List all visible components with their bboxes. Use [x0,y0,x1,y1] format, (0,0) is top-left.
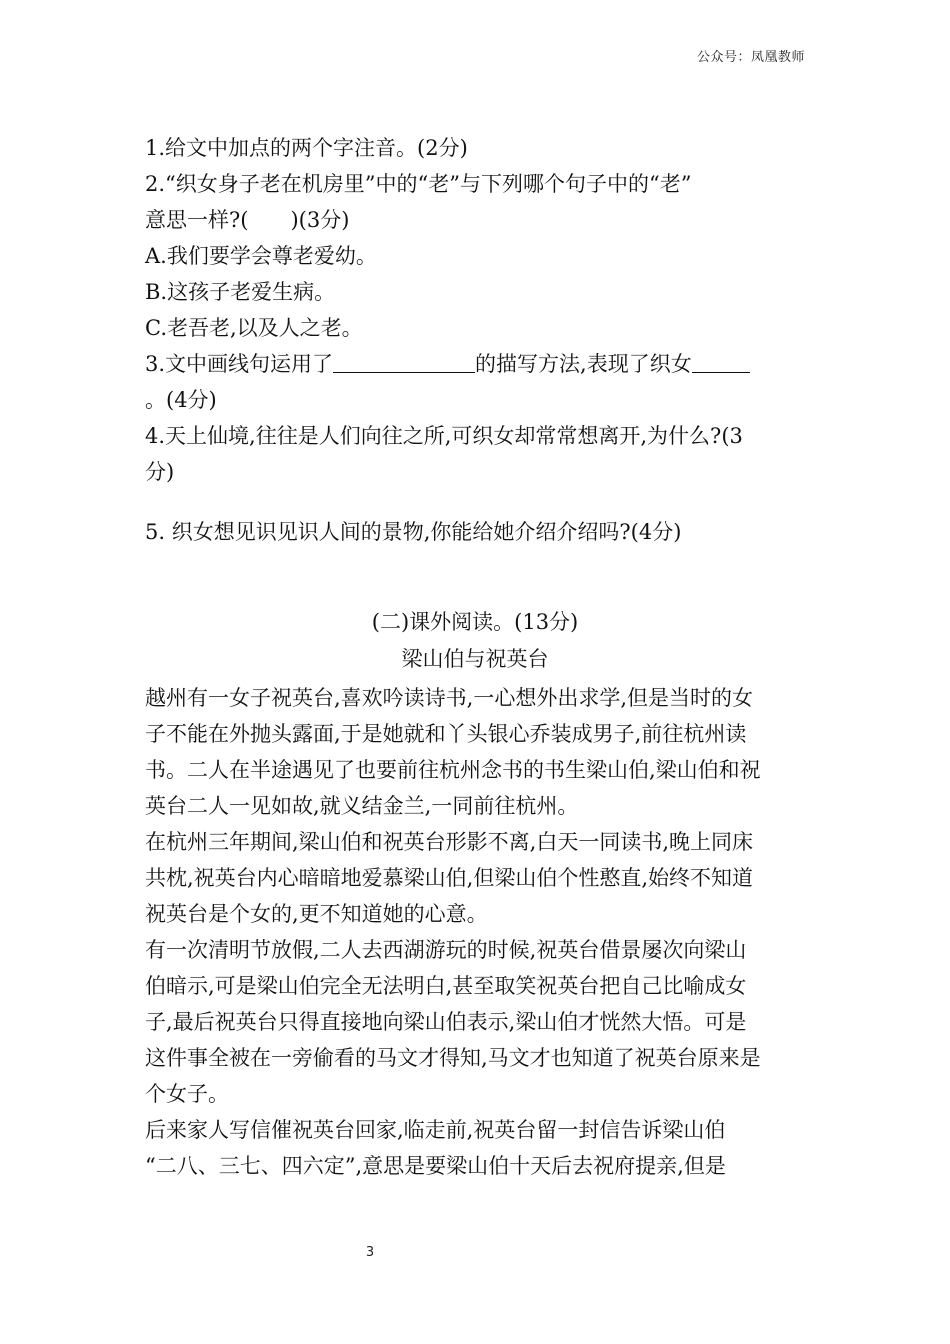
story-paragraph-4 [145,1112,805,1184]
question-2-line-1: 2.“织女身子老在机房里”中的“老”与下列哪个句子中的“老” [145,172,692,196]
text-line: 这件事全被在一旁偷看的马文才得知,马文才也知道了祝英台原来是 [145,1046,761,1070]
question-3 [145,346,805,382]
answer-space [145,550,805,604]
text-line: 后来家人写信催祝英台回家,临走前,祝英台留一封信告诉梁山伯 [145,1118,726,1142]
text-line: 个女子。 [145,1082,229,1106]
answer-blank-1 [333,348,475,373]
question-3-end: 。(4分) [145,388,217,412]
question-5: 5. 织女想见识见识人间的景物,你能给她介绍介绍吗?(4分) [145,520,682,544]
page-number: 3 [365,1245,375,1260]
option-b: B.这孩子老爱生病。 [145,280,336,304]
text-line: 子,最后祝英台只得直接地向梁山伯表示,梁山伯才恍然大悟。可是 [145,1010,747,1034]
question-1: 1.给文中加点的两个字注音。(2分) [145,136,468,160]
text-line: 子不能在外抛头露面,于是她就和丫头银心乔装成男子,前往杭州读 [145,722,747,746]
section-title: (二)课外阅读。(13分) [371,610,579,634]
text-line: 祝英台是个女的,更不知道她的心意。 [145,902,488,926]
question-3-before: 3.文中画线句运用了 [145,352,334,376]
text-line: 有一次清明节放假,二人去西湖游玩的时候,祝英台借景屡次向梁山 [145,938,747,962]
question-2-line-2: 意思一样?( )(3分) [145,208,350,232]
text-line: 书。二人在半途遇见了也要前往杭州念书的书生梁山伯,梁山伯和祝 [145,758,761,782]
question-4-line-1: 4.天上仙境,往往是人们向往之所,可织女却常常想离开,为什么?(3 [145,424,743,448]
text-line: 在杭州三年期间,梁山伯和祝英台形影不离,白天一同读书,晚上同床 [145,830,754,854]
story-paragraph-2 [145,824,805,932]
text-line: “二八、三七、四六定”,意思是要梁山伯十天后去祝府提亲,但是 [145,1154,726,1178]
question-4-line-2: 分) [145,460,175,484]
story-paragraph-3 [145,932,805,1112]
question-3-middle: 的描写方法,表现了织女 [475,352,692,376]
header-note: 公众号：凤凰教师 [696,50,805,65]
story-title: 梁山伯与祝英台 [401,647,549,671]
text-line: 越州有一女子祝英台,喜欢吟读诗书,一心想外出求学,但是当时的女 [145,686,754,710]
text-line: 伯暗示,可是梁山伯完全无法明白,甚至取笑祝英台把自己比喻成女 [145,974,747,998]
text-line: 共枕,祝英台内心暗暗地爱慕梁山伯,但梁山伯个性憨直,始终不知道 [145,866,754,890]
answer-blank-2 [692,348,750,373]
page-content [145,130,805,1184]
answer-space [145,490,805,514]
option-a: A.我们要学会尊老爱幼。 [145,244,377,268]
option-c: C.老吾老,以及人之老。 [145,316,363,340]
story-paragraph-1 [145,680,805,824]
text-line: 英台二人一见如故,就义结金兰,一同前往杭州。 [145,794,579,818]
